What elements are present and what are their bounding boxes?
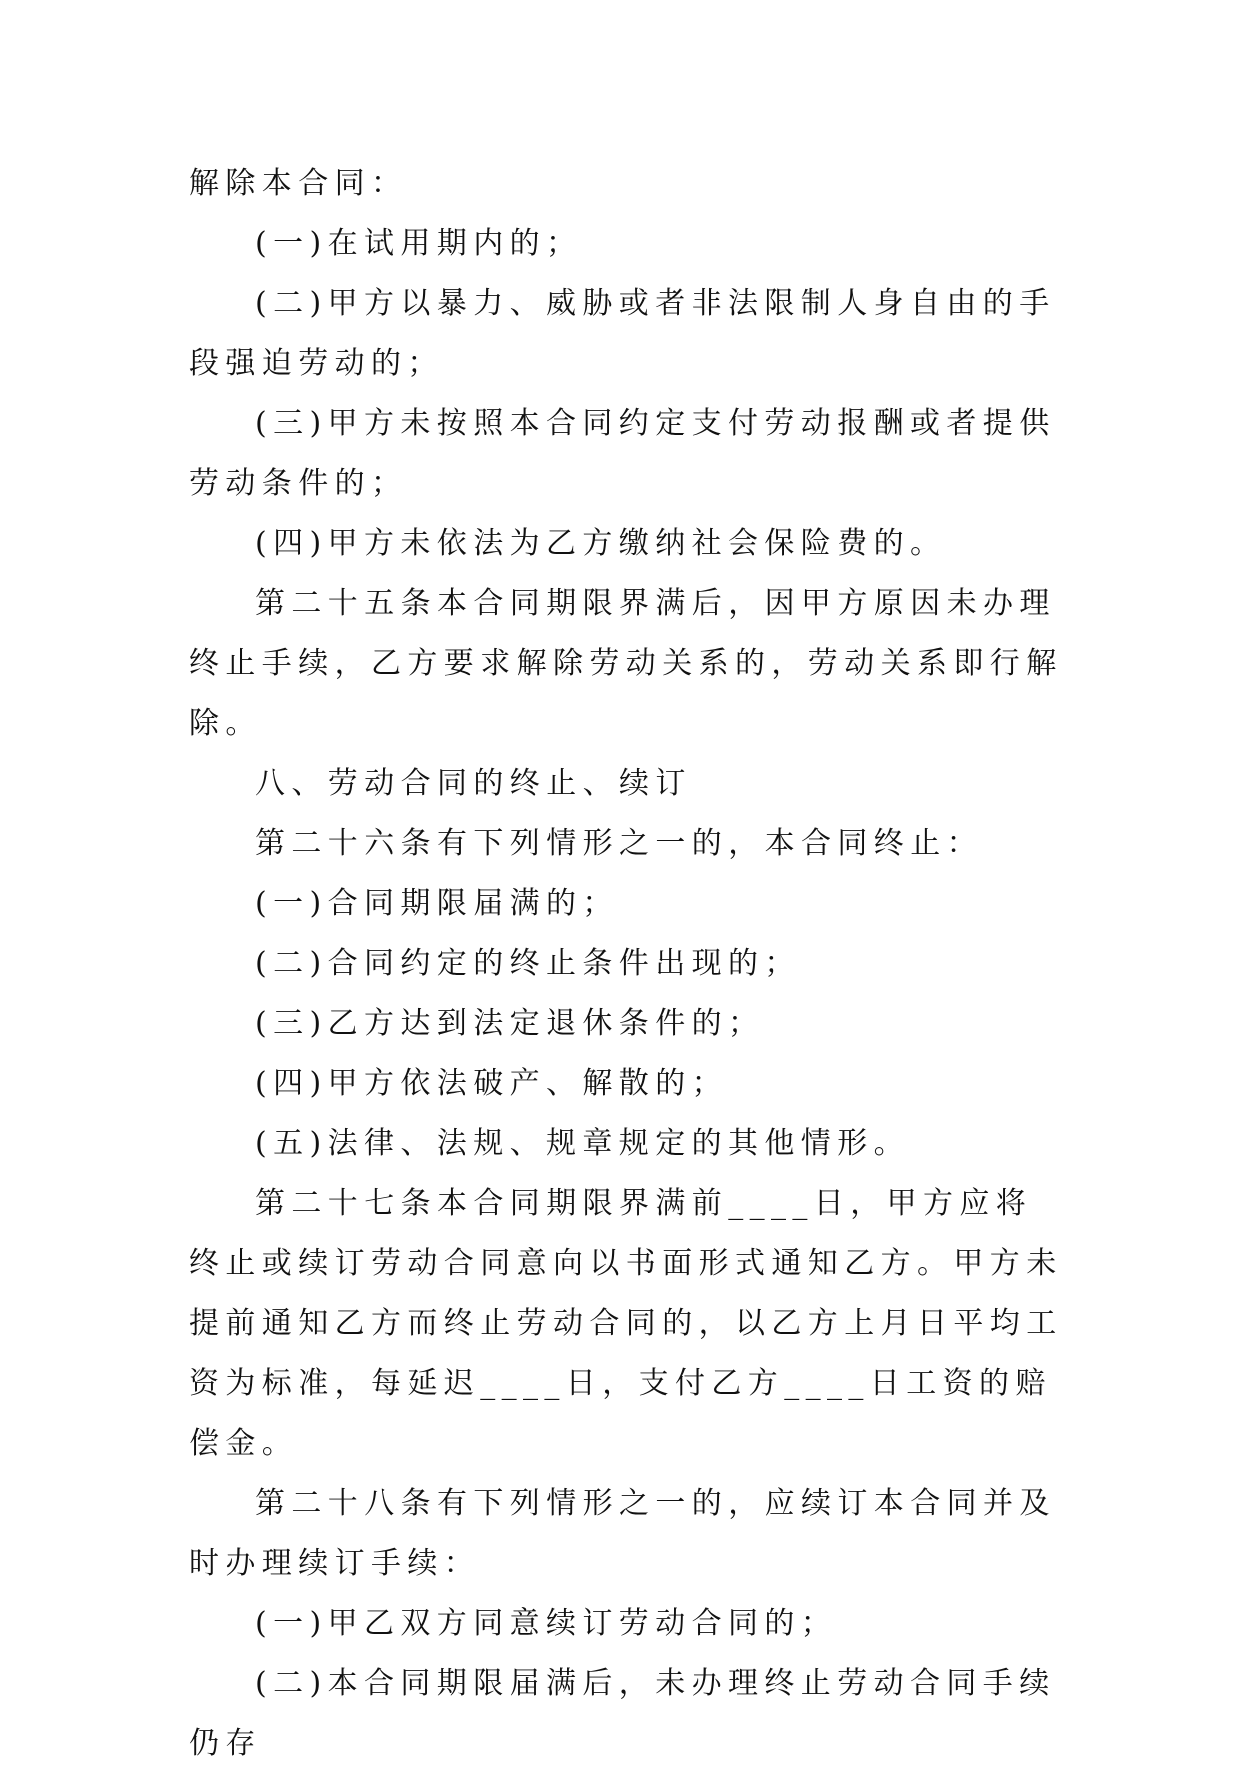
paragraph: (一)甲乙双方同意续订劳动合同的； <box>255 1606 838 1641</box>
paragraph: 第二十七条本合同期限界满前____日，甲方应将终止或续订劳动合同意向以书面形式通知乙方。甲方未提前通知乙方而终止劳动合同的，以乙方上月日平均工资为标准，每延迟____日，支付乙方____日工资的赔偿金。 <box>189 1186 1063 1461</box>
paragraph: 第二十八条有下列情形之一的，应续订本合同并及时办理续订手续： <box>189 1486 1056 1581</box>
paragraph: 解除本合同： <box>189 166 408 201</box>
paragraph: (二)合同约定的终止条件出现的； <box>255 946 801 981</box>
paragraph: (三)乙方达到法定退休条件的； <box>255 1006 765 1041</box>
paragraph: 第二十五条本合同期限界满后，因甲方原因未办理终止手续，乙方要求解除劳动关系的，劳动关系即行解除。 <box>189 586 1063 741</box>
paragraph: (四)甲方依法破产、解散的； <box>255 1066 729 1101</box>
paragraph: (一)合同期限届满的； <box>255 886 619 921</box>
document-body <box>189 154 1064 1774</box>
paragraph: (四)甲方未依法为乙方缴纳社会保险费的。 <box>255 526 947 561</box>
paragraph: (二)本合同期限届满后，未办理终止劳动合同手续仍存 <box>189 1666 1056 1761</box>
paragraph: (一)在试用期内的； <box>255 226 583 261</box>
section-heading: 八、劳动合同的终止、续订 <box>255 766 692 801</box>
paragraph: 第二十六条有下列情形之一的，本合同终止： <box>255 826 983 861</box>
paragraph: (三)甲方未按照本合同约定支付劳动报酬或者提供劳动条件的； <box>189 406 1056 501</box>
paragraph: (二)甲方以暴力、威胁或者非法限制人身自由的手段强迫劳动的； <box>189 286 1056 381</box>
paragraph: (五)法律、法规、规章规定的其他情形。 <box>255 1126 911 1161</box>
